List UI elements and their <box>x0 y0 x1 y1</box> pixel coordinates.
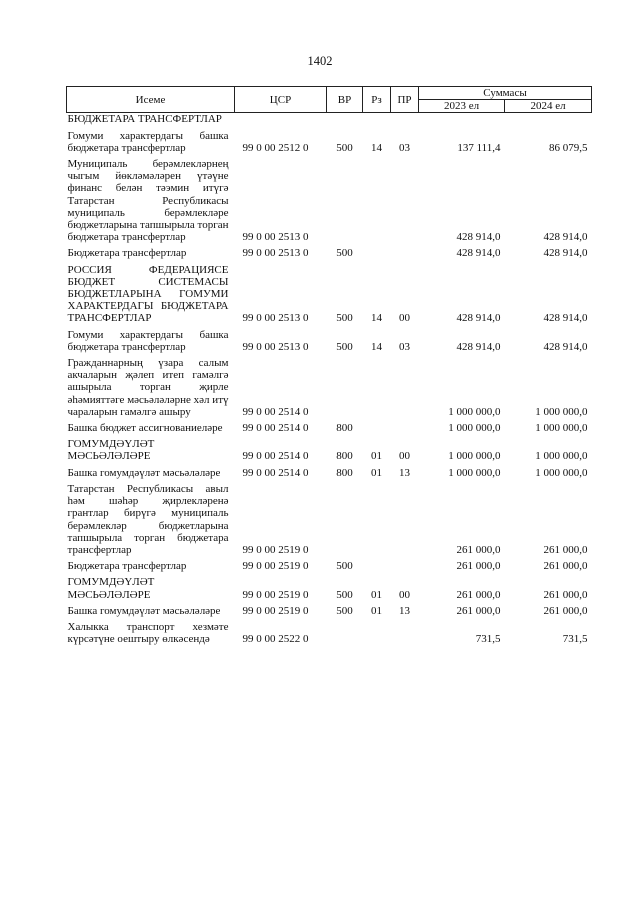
row-amount-2024: 428 914,0 <box>543 231 588 244</box>
row-amount-2023: 261 000,0 <box>456 560 501 573</box>
table-body <box>67 113 592 645</box>
row-amount-2023: 1 000 000,0 <box>448 450 501 463</box>
row-name: Татарстан Республикасы авыл һәм шәһәр җирлекләренә грантлар бирүгә муниципаль берәмлекләр бюджетларына тапшырыла торган бюджетара трансфертлар <box>67 482 229 556</box>
row-amount-2023: 731,5 <box>475 633 501 646</box>
header-year-2023: 2023 ел <box>419 100 505 113</box>
row-amount-2024: 1 000 000,0 <box>535 422 588 435</box>
row-pr <box>391 357 419 418</box>
row-vr <box>327 357 363 418</box>
table-row <box>67 621 592 645</box>
row-csr: 99 0 00 2514 0 <box>242 466 309 479</box>
row-csr: 99 0 00 2514 0 <box>242 450 309 463</box>
row-name: Бюджетара трансфертлар <box>67 247 187 260</box>
row-amount-2024: 428 914,0 <box>543 340 588 353</box>
row-rz: 14 <box>371 312 382 325</box>
header-vr: ВР <box>327 87 363 113</box>
table-row <box>67 113 592 126</box>
row-rz <box>363 422 391 434</box>
row-vr <box>327 113 363 126</box>
row-pr: 13 <box>399 604 410 617</box>
row-name: Гомуми характердагы башка бюджетара трансфертлар <box>67 328 229 353</box>
row-csr: 99 0 00 2519 0 <box>242 588 309 601</box>
row-rz <box>363 621 391 645</box>
row-amount-2023: 428 914,0 <box>456 247 501 260</box>
row-amount-2024: 261 000,0 <box>543 543 588 556</box>
table-header <box>67 87 592 113</box>
row-vr: 500 <box>336 604 353 617</box>
table-row <box>67 576 592 600</box>
row-pr: 00 <box>399 312 410 325</box>
row-amount-2023: 261 000,0 <box>456 588 501 601</box>
row-amount-2024: 428 914,0 <box>543 247 588 260</box>
row-csr: 99 0 00 2512 0 <box>242 141 309 154</box>
row-rz: 01 <box>371 466 382 479</box>
row-csr: 99 0 00 2514 0 <box>242 422 309 435</box>
row-name: Башка гомумдәүләт мәсьәләләре <box>67 604 221 617</box>
row-amount-2024: 261 000,0 <box>543 588 588 601</box>
row-rz <box>363 357 391 418</box>
row-vr: 500 <box>336 560 353 573</box>
row-pr <box>391 621 419 645</box>
page-number: 1402 <box>307 54 333 68</box>
row-pr: 13 <box>399 466 410 479</box>
table-row <box>67 357 592 418</box>
row-amount-2023: 261 000,0 <box>456 604 501 617</box>
row-vr: 500 <box>336 141 353 154</box>
row-name: Гомуми характердагы башка бюджетара трансфертлар <box>67 129 229 154</box>
row-amount-2024: 1 000 000,0 <box>535 466 588 479</box>
row-rz: 01 <box>371 604 382 617</box>
row-vr <box>327 483 363 556</box>
row-amount-2023: 428 914,0 <box>456 340 501 353</box>
table-row <box>67 438 592 462</box>
row-vr: 500 <box>336 312 353 325</box>
row-amount-2024: 261 000,0 <box>543 560 588 573</box>
row-csr: 99 0 00 2522 0 <box>242 633 309 646</box>
header-pr: ПР <box>391 87 419 113</box>
row-name: Башка гомумдәүләт мәсьәләләре <box>67 466 221 479</box>
row-pr: 00 <box>399 588 410 601</box>
row-csr: 99 0 00 2519 0 <box>242 560 309 573</box>
row-csr: 99 0 00 2519 0 <box>242 604 309 617</box>
row-vr: 800 <box>336 450 353 463</box>
row-name: Халыкка транспорт хезмәте күрсәтүне оештыру өлкәсендә <box>67 620 229 646</box>
row-rz <box>363 158 391 243</box>
row-amount-2024 <box>505 113 592 126</box>
row-amount-2023: 1 000 000,0 <box>448 466 501 479</box>
table-row <box>67 467 592 479</box>
row-amount-2023: 1 000 000,0 <box>448 405 501 418</box>
row-pr <box>391 422 419 434</box>
row-name: БЮДЖЕТАРА ТРАНСФЕРТЛАР <box>67 113 222 126</box>
row-rz: 14 <box>371 340 382 353</box>
row-pr: 03 <box>399 340 410 353</box>
row-name: Гражданнарның үзара салым акчаларын җәлеп итеп гамәлгә ашырыла торган җирле әһәмияттәге мәсьәләләрне хәл итү чараларын гамәлгә ашыру <box>67 357 229 418</box>
row-csr: 99 0 00 2513 0 <box>242 247 309 260</box>
table-row <box>67 422 592 434</box>
table-row <box>67 264 592 325</box>
table-row <box>67 483 592 556</box>
row-rz <box>363 483 391 556</box>
row-vr: 800 <box>336 422 353 435</box>
row-pr <box>391 483 419 556</box>
row-amount-2023: 137 111,4 <box>457 141 501 154</box>
table-row <box>67 158 592 243</box>
row-amount-2024: 86 079,5 <box>549 141 588 154</box>
row-name: ГОМУМДӘҮЛӘТ МӘСЬӘЛӘЛӘРЕ <box>67 576 155 601</box>
row-csr: 99 0 00 2513 0 <box>242 312 309 325</box>
row-vr <box>327 621 363 645</box>
row-amount-2024: 1 000 000,0 <box>535 450 588 463</box>
header-rz: Рз <box>363 87 391 113</box>
row-amount-2023 <box>419 113 505 126</box>
table-row <box>67 247 592 259</box>
row-amount-2023: 428 914,0 <box>456 312 501 325</box>
row-rz <box>363 560 391 572</box>
row-pr: 00 <box>399 450 410 463</box>
row-pr: 03 <box>399 141 410 154</box>
table-row <box>67 130 592 154</box>
budget-table <box>66 86 592 645</box>
row-vr <box>327 158 363 243</box>
row-amount-2024: 731,5 <box>562 633 588 646</box>
row-csr: 99 0 00 2513 0 <box>242 231 309 244</box>
table-row <box>67 605 592 617</box>
row-name: Башка бюджет ассигнованиеләре <box>67 422 223 435</box>
row-name: ГОМУМДӘҮЛӘТ МӘСЬӘЛӘЛӘРЕ <box>67 438 155 463</box>
header-amounts: Суммасы <box>419 87 592 100</box>
row-vr: 500 <box>336 247 353 260</box>
row-rz <box>363 113 391 126</box>
header-csr: ЦСР <box>235 87 327 113</box>
header-name: Исеме <box>67 87 235 113</box>
row-pr <box>391 560 419 572</box>
row-amount-2024: 1 000 000,0 <box>535 405 588 418</box>
row-csr: 99 0 00 2519 0 <box>242 543 309 556</box>
row-csr <box>235 113 327 126</box>
row-amount-2023: 428 914,0 <box>456 231 501 244</box>
row-rz: 01 <box>371 450 382 463</box>
row-amount-2023: 261 000,0 <box>456 543 501 556</box>
row-amount-2023: 1 000 000,0 <box>448 422 501 435</box>
row-rz: 14 <box>371 141 382 154</box>
row-csr: 99 0 00 2514 0 <box>242 405 309 418</box>
row-name: Бюджетара трансфертлар <box>67 560 187 573</box>
row-vr: 500 <box>336 588 353 601</box>
header-year-2024: 2024 ел <box>505 100 592 113</box>
row-pr <box>391 158 419 243</box>
row-rz <box>363 247 391 259</box>
row-vr: 500 <box>336 340 353 353</box>
row-name: РОССИЯ ФЕДЕРАЦИЯСЕ БЮДЖЕТ СИСТЕМАСЫ БЮДЖЕТЛАРЫНА ГОМУМИ ХАРАКТЕРДАГЫ БЮДЖЕТАРА ТРАНСФЕРТЛАР <box>67 263 229 325</box>
table-row <box>67 329 592 353</box>
row-name: Муниципаль берәмлекләрнең чыгым йөкләмәләрен үтәүне финанс белән тәэмин итүгә Татарстан Республикасы муниципаль берәмлекләре бюджетларына тапшырыла торган бюджетара трансфертлар <box>67 158 229 244</box>
row-amount-2024: 261 000,0 <box>543 604 588 617</box>
row-csr: 99 0 00 2513 0 <box>242 340 309 353</box>
row-pr <box>391 247 419 259</box>
row-amount-2024: 428 914,0 <box>543 312 588 325</box>
row-vr: 800 <box>336 466 353 479</box>
row-rz: 01 <box>371 588 382 601</box>
table-row <box>67 560 592 572</box>
row-pr <box>391 113 419 126</box>
